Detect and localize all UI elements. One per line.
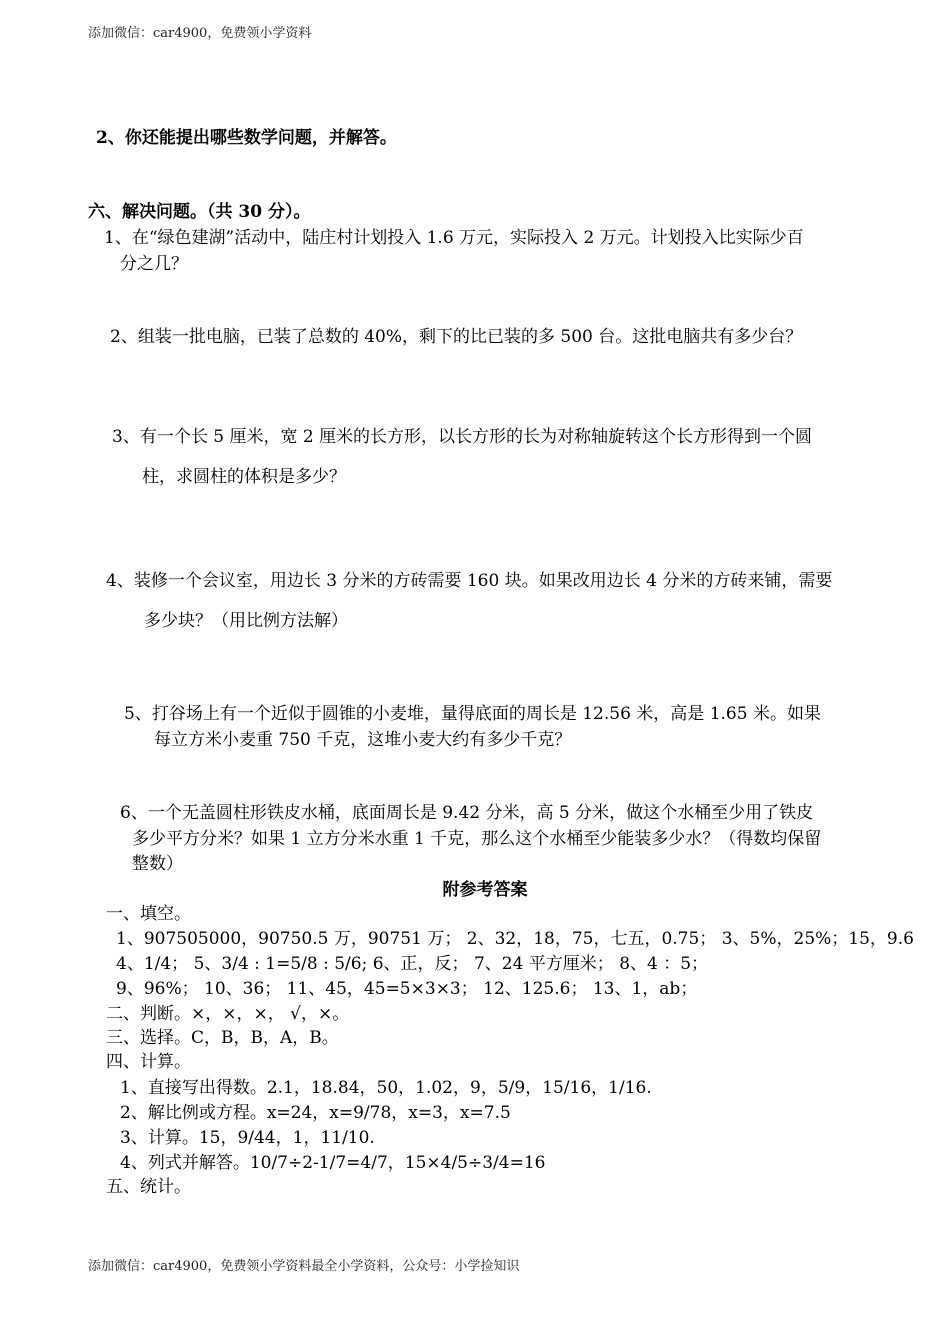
answer-section-4-title: 四、计算。 — [106, 1052, 191, 1072]
answer-section-4-item-4: 4、列式并解答。10/7÷2-1/7=4/7，15×4/5÷3/4=16 — [120, 1153, 546, 1173]
problem-6-line-2: 多少平方分米？如果 1 立方分米水重 1 千克，那么这个水桶至少能装多少水？（得数均保留 — [132, 829, 822, 849]
answer-section-1-line-1: 1、907505000，90750.5 万，90751 万； 2、32，18，75，七五，0.75； 3、5%，25%；15，9.6 — [116, 929, 914, 949]
answer-section-4-item-1: 1、直接写出得数。2.1，18.84，50，1.02，9，5/9，15/16，1/16. — [120, 1078, 652, 1098]
answer-section-1-line-2: 4、1/4； 5、3/4 : 1=5/8 : 5/6; 6、正，反； 7、24 平方厘米； 8、4 ：5； — [116, 954, 709, 974]
page-header: 添加微信：car4900，免费领小学资料 — [88, 26, 312, 41]
answer-section-2: 二、判断。×，×，×， √，×。 — [106, 1004, 350, 1024]
problem-6-line-3: 整数） — [132, 854, 183, 874]
problem-5-line-2: 每立方米小麦重 750 千克，这堆小麦大约有多少千克？ — [154, 730, 572, 750]
answer-section-3: 三、选择。C，B，B，A，B。 — [106, 1028, 339, 1048]
problem-3-line-1: 3、有一个长 5 厘米，宽 2 厘米的长方形，以长方形的长为对称轴旋转这个长方形得到一个圆 — [112, 427, 813, 447]
answer-section-1-title: 一、填空。 — [106, 904, 191, 924]
question-2-prompt: 2、你还能提出哪些数学问题，并解答。 — [96, 128, 397, 148]
problem-3-line-2: 柱，求圆柱的体积是多少？ — [142, 467, 346, 487]
answer-section-5: 五、统计。 — [106, 1177, 191, 1197]
page-footer: 添加微信：car4900，免费领小学资料最全小学资料，公众号：小学捡知识 — [88, 1259, 520, 1274]
answers-title: 附参考答案 — [442, 880, 528, 900]
problem-4-line-2: 多少块？（用比例方法解） — [144, 611, 348, 631]
answer-section-4-item-3: 3、计算。15，9/44，1，11/10. — [120, 1128, 375, 1148]
problem-5-line-1: 5、打谷场上有一个近似于圆锥的小麦堆，量得底面的周长是 12.56 米，高是 1.65 米。如果 — [124, 704, 821, 724]
problem-2: 2、组装一批电脑，已装了总数的 40%，剩下的比已装的多 500 台。这批电脑共有多少台？ — [110, 327, 803, 347]
problem-1-line-2: 分之几？ — [120, 254, 188, 274]
answer-section-4-item-2: 2、解比例或方程。x=24，x=9/78，x=3，x=7.5 — [120, 1103, 511, 1123]
answer-section-1-line-3: 9、96%； 10、36； 11、45，45=5×3×3； 12、125.6； 13、1，ab； — [116, 979, 698, 999]
problem-4-line-1: 4、装修一个会议室，用边长 3 分米的方砖需要 160 块。如果改用边长 4 分米的方砖来铺，需要 — [106, 571, 833, 591]
section-6-title: 六、解决问题。（共 30 分）。 — [88, 202, 311, 222]
problem-1-line-1: 1、在“绿色建湖”活动中，陆庄村计划投入 1.6 万元，实际投入 2 万元。计划投入比实际少百 — [104, 228, 804, 248]
problem-6-line-1: 6、一个无盖圆柱形铁皮水桶，底面周长是 9.42 分米，高 5 分米，做这个水桶至少用了铁皮 — [120, 803, 814, 823]
